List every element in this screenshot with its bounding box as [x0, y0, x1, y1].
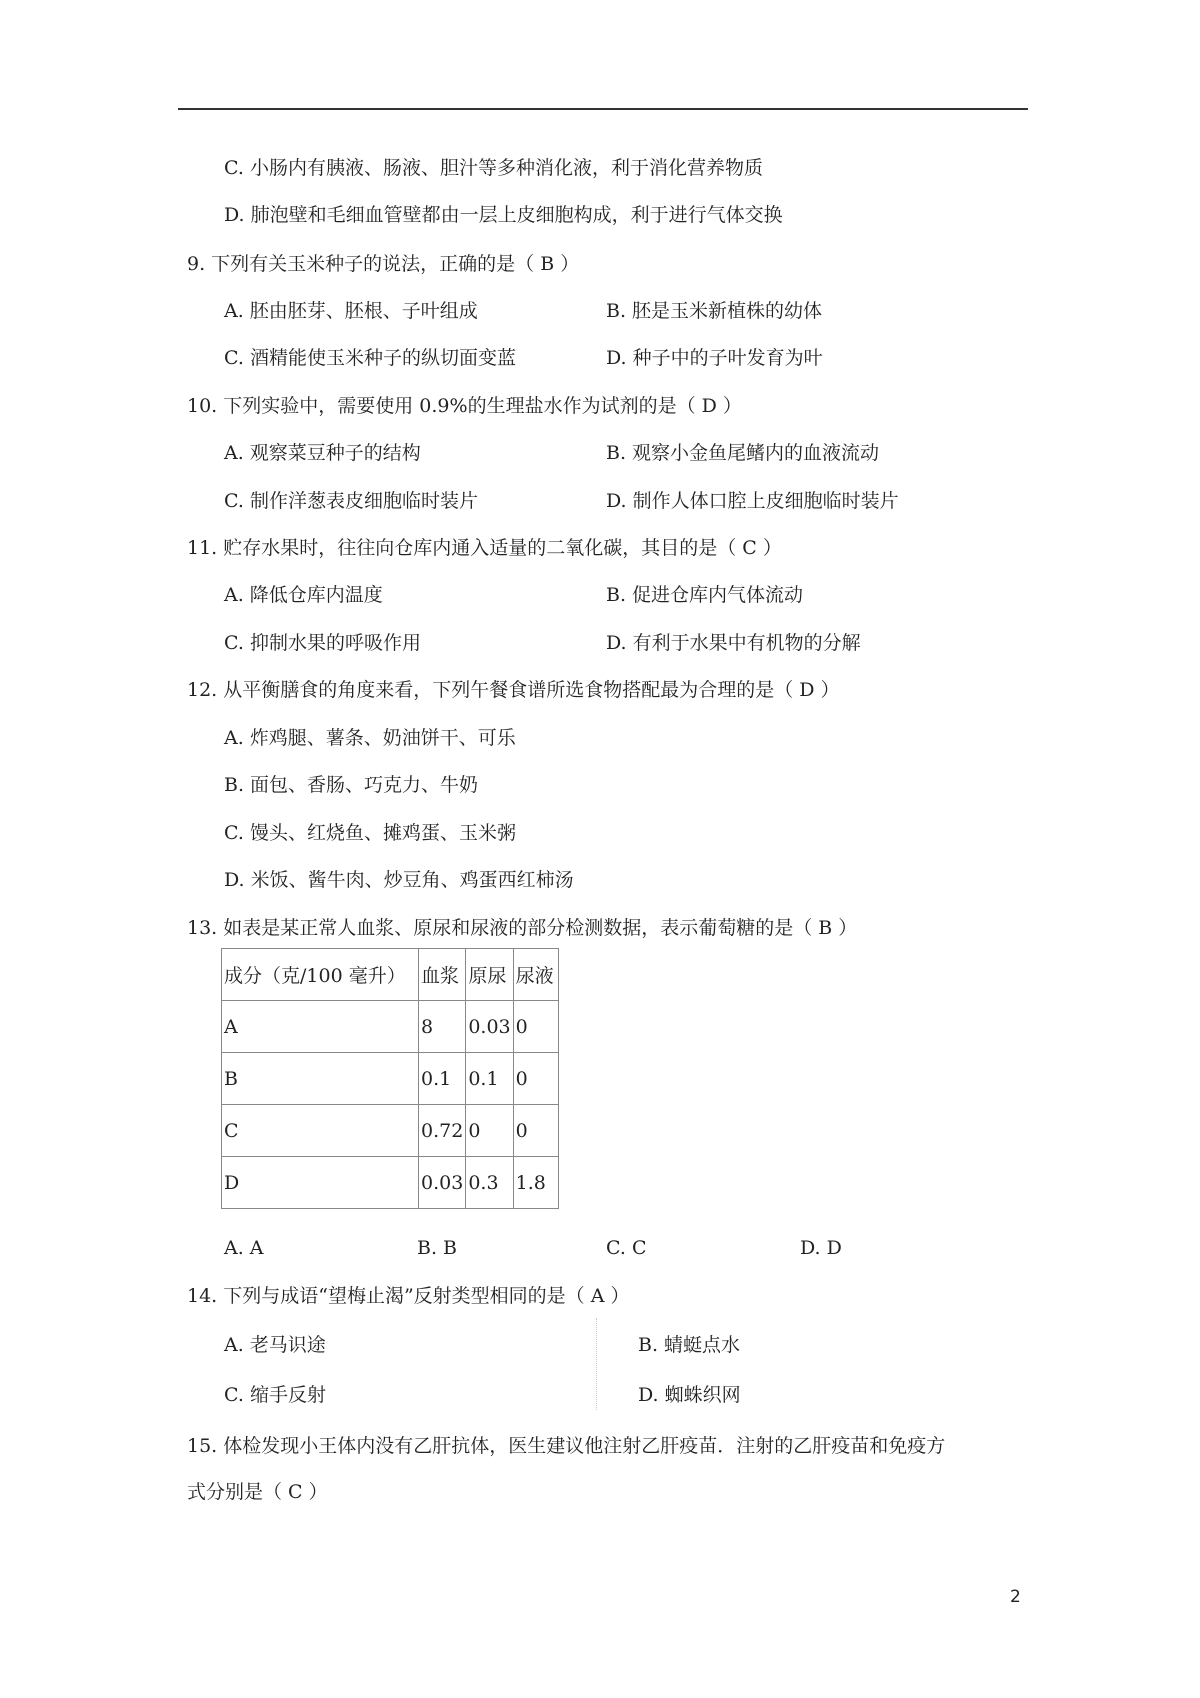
q14-stem: 14. 下列与成语“望梅止渴”反射类型相同的是（ A ） [187, 1285, 630, 1307]
table-cell: D [222, 1157, 419, 1209]
table-header-cell: 原尿 [466, 949, 513, 1001]
table-header-row [222, 949, 559, 1001]
q11-option-d: D. 有利于水果中有机物的分解 [606, 632, 861, 654]
q13-data-table [221, 948, 559, 1209]
q13-option-b: B. B [417, 1237, 458, 1259]
q9-option-a: A. 胚由胚芽、胚根、子叶组成 [224, 300, 478, 322]
table-cell: 0.1 [466, 1053, 513, 1105]
q9-option-c: C. 酒精能使玉米种子的纵切面变蓝 [224, 347, 516, 369]
page-number: 2 [1010, 1587, 1021, 1607]
q15-stem-line2: 式分别是（ C ） [187, 1481, 328, 1503]
table-cell: 0.03 [466, 1001, 513, 1053]
table-header-cell: 尿液 [513, 949, 558, 1001]
q13-option-d: D. D [800, 1237, 842, 1259]
table-cell: A [222, 1001, 419, 1053]
table-cell: 0.72 [419, 1105, 466, 1157]
q10-option-a: A. 观察菜豆种子的结构 [224, 442, 421, 464]
table-cell: 0 [513, 1053, 558, 1105]
table-row [222, 1105, 559, 1157]
q15-stem-line1: 15. 体检发现小王体内没有乙肝抗体，医生建议他注射乙肝疫苗．注射的乙肝疫苗和免疫方 [187, 1435, 946, 1457]
table-cell: 0.1 [419, 1053, 466, 1105]
table-row [222, 1053, 559, 1105]
q10-option-c: C. 制作洋葱表皮细胞临时装片 [224, 490, 478, 512]
q14-option-b: B. 蜻蜓点水 [638, 1334, 741, 1356]
q12-option-a: A. 炸鸡腿、薯条、奶油饼干、可乐 [224, 727, 516, 749]
table-cell: C [222, 1105, 419, 1157]
q14-option-d: D. 蜘蛛织网 [638, 1384, 741, 1406]
table-cell: B [222, 1053, 419, 1105]
q8-option-d: D. 肺泡壁和毛细血管壁都由一层上皮细胞构成，利于进行气体交换 [224, 204, 783, 226]
q12-stem: 12. 从平衡膳食的角度来看，下列午餐食谱所选食物搭配最为合理的是（ D ） [187, 679, 840, 701]
q13-stem: 13. 如表是某正常人血浆、原尿和尿液的部分检测数据，表示葡萄糖的是（ B ） [187, 917, 858, 939]
table-cell: 0 [513, 1001, 558, 1053]
q12-option-c: C. 馒头、红烧鱼、摊鸡蛋、玉米粥 [224, 822, 516, 844]
q8-option-c: C. 小肠内有胰液、肠液、胆汁等多种消化液，利于消化营养物质 [224, 157, 763, 179]
q14-option-c: C. 缩手反射 [224, 1384, 326, 1406]
table-cell: 0 [466, 1105, 513, 1157]
table-header-cell: 成分（克/100 毫升） [222, 949, 419, 1001]
q11-stem: 11. 贮存水果时，往往向仓库内通入适量的二氧化碳，其目的是（ C ） [187, 537, 782, 559]
table-cell: 0.3 [466, 1157, 513, 1209]
table-row [222, 1001, 559, 1053]
header-rule [178, 108, 1028, 110]
q11-option-a: A. 降低仓库内温度 [224, 584, 383, 606]
table-cell: 0 [513, 1105, 558, 1157]
q12-option-d: D. 米饭、酱牛肉、炒豆角、鸡蛋西红柿汤 [224, 869, 574, 891]
column-divider [596, 1318, 597, 1410]
table-header-cell: 血浆 [419, 949, 466, 1001]
table-cell: 0.03 [419, 1157, 466, 1209]
table-cell: 8 [419, 1001, 466, 1053]
q9-stem: 9. 下列有关玉米种子的说法，正确的是（ B ） [187, 253, 580, 275]
q10-stem: 10. 下列实验中，需要使用 0.9%的生理盐水作为试剂的是（ D ） [187, 395, 742, 417]
q13-option-c: C. C [606, 1237, 647, 1259]
q10-option-d: D. 制作人体口腔上皮细胞临时装片 [606, 490, 899, 512]
q13-option-a: A. A [224, 1237, 264, 1259]
table-row [222, 1157, 559, 1209]
q11-option-c: C. 抑制水果的呼吸作用 [224, 632, 421, 654]
q14-option-a: A. 老马识途 [224, 1334, 326, 1356]
q10-option-b: B. 观察小金鱼尾鳍内的血液流动 [606, 442, 880, 464]
q9-option-b: B. 胚是玉米新植株的幼体 [606, 300, 823, 322]
q11-option-b: B. 促进仓库内气体流动 [606, 584, 804, 606]
q9-option-d: D. 种子中的子叶发育为叶 [606, 347, 823, 369]
q12-option-b: B. 面包、香肠、巧克力、牛奶 [224, 774, 479, 796]
table-cell: 1.8 [513, 1157, 558, 1209]
